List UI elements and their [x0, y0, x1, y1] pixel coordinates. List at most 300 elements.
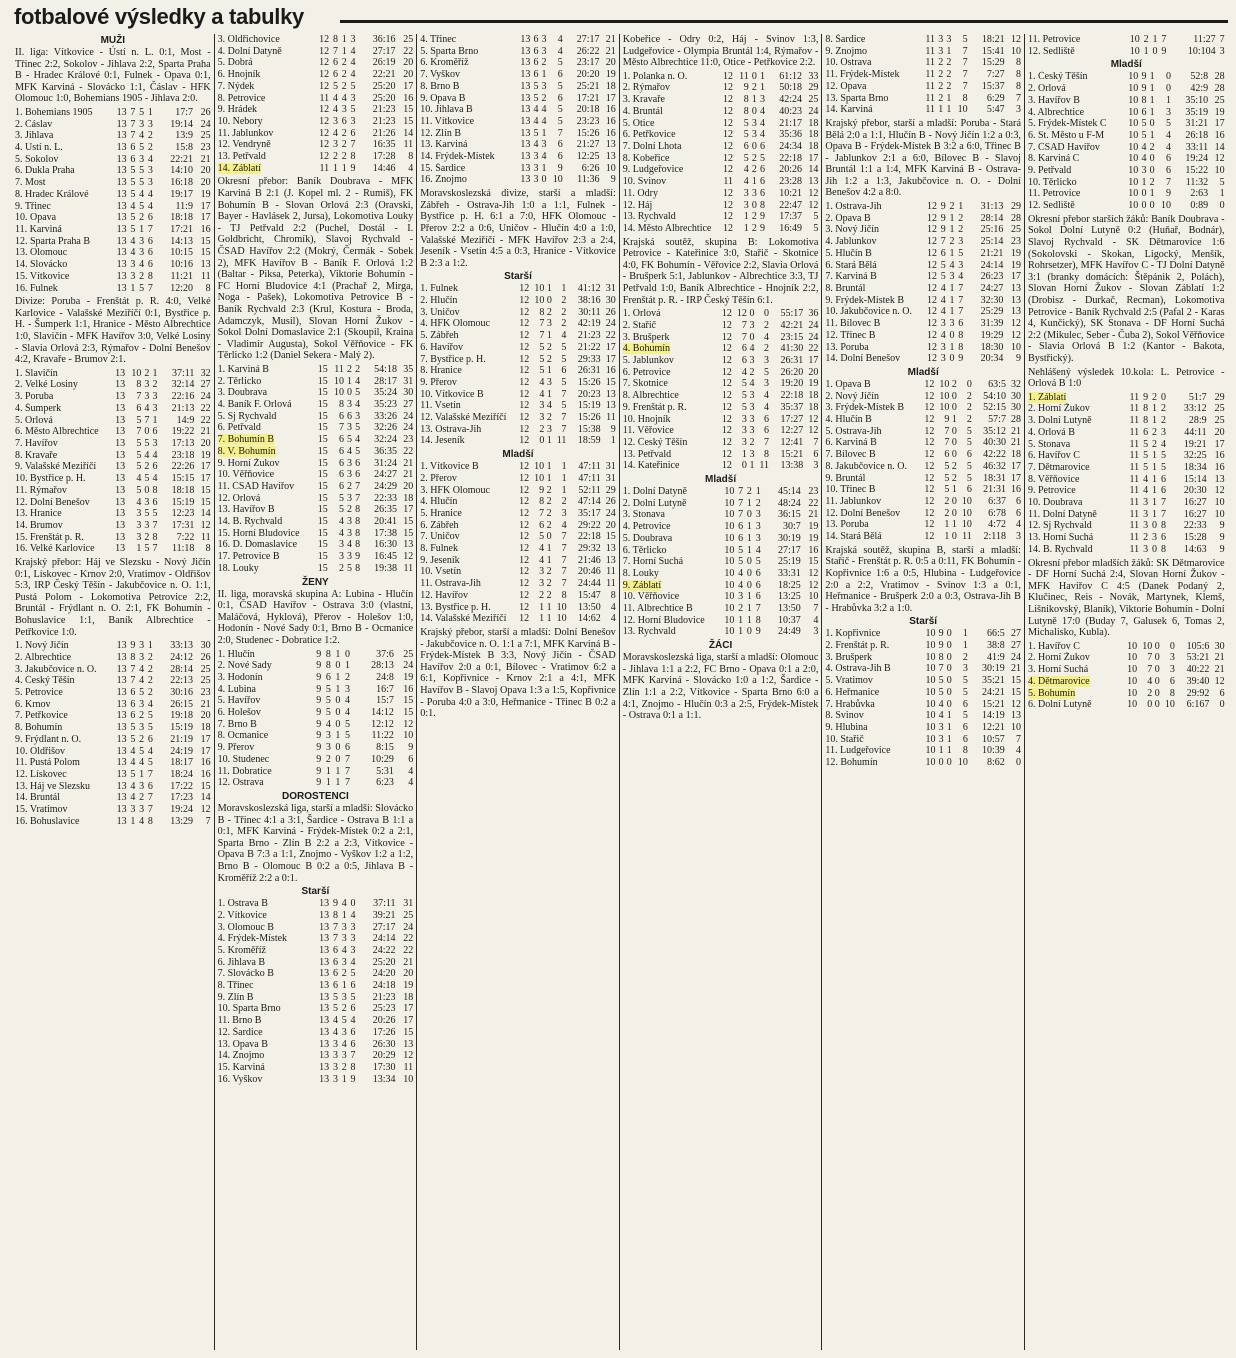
team-name-cell: 12. Sj Rychvald [1027, 520, 1092, 532]
stat-cell: 10 [333, 375, 344, 387]
stat-cell: 10 [925, 757, 936, 769]
stat-cell: 5 [966, 460, 972, 472]
stat-cell: 8 [539, 306, 545, 318]
team-name-cell: 16. Vyškov [217, 1073, 263, 1085]
stat-cell: 11 [739, 70, 749, 82]
team-name-cell: 4. Třinec [420, 34, 457, 45]
stat-cell: 12 [319, 115, 330, 127]
stat-cell: 22:18 [779, 152, 803, 164]
stat-cell: 7 [944, 425, 950, 437]
stat-cell: 36:35 [374, 445, 397, 457]
stat-cell: 5 [743, 117, 749, 129]
stat-cell: 7 [741, 319, 747, 331]
team-name-cell: 12. Dolní Benešov [15, 496, 90, 508]
stat-cell: 1 [130, 282, 136, 294]
league-table [623, 71, 819, 235]
table-row [420, 435, 616, 447]
table-row [218, 139, 414, 151]
table-row [218, 563, 414, 575]
stat-cell: 10 [403, 730, 414, 742]
stat-cell: 35:37 [780, 401, 804, 413]
stat-cell: 7 [561, 388, 567, 400]
stat-cell: 7 [147, 768, 153, 780]
section-heading: Mladší [1110, 59, 1142, 71]
table-row [218, 719, 414, 731]
stat-cell: 15 [317, 363, 328, 375]
stat-cell: 17 [200, 473, 211, 485]
team-name-cell: 2. Opava B [825, 212, 871, 224]
stat-cell: 9 [938, 640, 944, 652]
stat-cell: 6 [332, 944, 338, 956]
team-name-cell: 14. Jeseník [420, 435, 465, 447]
stat-cell: 7 [147, 282, 153, 294]
table-row [825, 745, 1021, 757]
team-name-cell: 9. Hrádek [217, 104, 258, 116]
team-name-cell: 8. Věřňovice [1027, 473, 1080, 485]
stat-cell: 11 [962, 531, 972, 543]
stat-cell: 22:18 [577, 531, 601, 543]
team-name-cell: 7. Karviná B [825, 271, 877, 283]
table-row [825, 652, 1021, 664]
table-row [420, 377, 616, 389]
stat-cell: 7 [136, 426, 142, 438]
stat-cell: 18:59 [577, 435, 601, 447]
table-row [825, 69, 1021, 81]
stat-cell: 13 [115, 473, 126, 485]
stat-cell: 2 [347, 363, 353, 375]
stat-cell: 7 [944, 437, 950, 449]
team-name-cell: 9. Bruntál [825, 472, 866, 484]
stat-cell: 24:8 [376, 671, 394, 683]
table-row [218, 151, 414, 163]
stat-cell: 15 [317, 562, 328, 574]
team-name-cell: 13. Rychvald [622, 626, 676, 638]
stat-cell: 10 [1010, 341, 1021, 353]
table-row [1028, 34, 1225, 46]
stat-cell: 24 [808, 331, 819, 343]
table-row [420, 555, 616, 567]
stat-cell: 1 [759, 70, 765, 82]
stat-cell: 12 [808, 187, 819, 199]
stat-cell: 24:27 [374, 469, 397, 481]
stat-cell: 7 [1161, 34, 1167, 45]
table-row [825, 461, 1021, 473]
table-row [420, 400, 616, 412]
stat-cell: 6:167 [1186, 699, 1210, 711]
stat-cell: 1 [1152, 497, 1158, 509]
stat-cell: 5 [561, 341, 567, 353]
stat-cell: 4 [325, 718, 331, 730]
table-row [623, 603, 819, 615]
stat-cell: 24 [605, 507, 616, 519]
table-row [218, 69, 414, 81]
stat-cell: 8 [152, 484, 158, 496]
team-name-cell: 12. Ostrava [217, 777, 264, 789]
stat-cell: 4 [332, 92, 338, 104]
stat-cell: 16 [605, 365, 616, 377]
stat-cell: 21 [1214, 664, 1225, 676]
stat-cell: 3 [147, 165, 153, 177]
table-row [15, 746, 211, 758]
table-row [15, 757, 211, 769]
stat-cell: 4 [408, 777, 414, 789]
stat-cell: 11 [606, 412, 616, 424]
league-table [15, 107, 211, 294]
stat-cell: 3 [751, 117, 757, 129]
team-name-cell: 13. Petřvald [217, 151, 266, 163]
stat-cell: 3 [546, 318, 552, 330]
team-name-cell: 5. Orlová [15, 414, 53, 426]
stat-cell: 1 [1152, 34, 1158, 45]
stat-cell: 12 [926, 353, 937, 365]
table-row [825, 260, 1021, 272]
stat-cell: 9 [940, 212, 946, 224]
stat-cell: 7 [539, 318, 545, 330]
team-name-cell: 4. Frýdek-Místek [217, 933, 288, 945]
stat-cell: 1 [962, 628, 968, 640]
stat-cell: 9 [958, 353, 964, 365]
stat-cell: 14 [200, 792, 211, 804]
stat-cell: 10 [724, 556, 735, 568]
table-row [218, 742, 414, 754]
stat-cell: 4 [940, 294, 946, 306]
stat-cell: 7 [561, 566, 567, 578]
stat-cell: 13 [1010, 294, 1021, 306]
column-6 [1025, 34, 1228, 1350]
league-table [218, 34, 414, 174]
stat-cell: 3 [1152, 532, 1158, 544]
team-name-cell: 9. Valašské Meziříčí [15, 461, 97, 473]
stat-cell: 1 [546, 461, 552, 473]
team-name-cell: 15. Frenštát p. R. [15, 531, 84, 543]
stat-cell: 4 [139, 259, 145, 271]
stat-cell: 1 [152, 367, 158, 379]
stat-cell: 1 [341, 980, 347, 992]
stat-cell: 44:11 [1184, 426, 1207, 438]
stat-cell: 12 [924, 472, 935, 484]
team-name-cell: 11. Dobratice [217, 765, 272, 777]
stat-cell: 0 [763, 308, 769, 320]
section-heading: Mladší [907, 366, 939, 378]
stat-cell: 6 [557, 92, 563, 104]
stat-cell: 31:24 [374, 457, 397, 469]
team-name-cell: 8. Kobeřice [622, 152, 670, 164]
stat-cell: 3 [338, 551, 344, 563]
stat-cell: 10:16 [170, 259, 193, 271]
stat-cell: 12 [519, 472, 530, 484]
stat-cell: 30 [200, 640, 211, 652]
stat-cell: 12 [924, 402, 935, 414]
table-row [623, 223, 819, 235]
team-name-cell: 12. Opava [825, 80, 867, 92]
stat-cell: 3 [738, 591, 744, 603]
stat-cell: 3 [341, 991, 347, 1003]
stat-cell: 3 [144, 496, 150, 508]
stat-cell: 25 [200, 675, 211, 687]
stat-cell: 37:11 [171, 367, 195, 379]
results-paragraph: Nehlášený výsledek 10.kola: L. Petrovice - Orlová B 1:0 [1027, 366, 1225, 390]
table-row [825, 330, 1021, 342]
table-row [1028, 641, 1225, 653]
stat-cell: 11 [606, 578, 616, 590]
stat-cell: 6 [966, 449, 972, 461]
stat-cell: 12 [723, 222, 734, 234]
stat-cell: 5 [130, 165, 136, 177]
stat-cell: 15 [317, 434, 328, 446]
team-name-cell: 11. Vítkovice [420, 115, 475, 127]
stat-cell: 11:18 [171, 543, 195, 555]
stat-cell: 29:33 [577, 353, 601, 365]
table-row [218, 922, 414, 934]
stat-cell: 2 [546, 589, 552, 601]
stat-cell: 20 [200, 710, 211, 722]
stat-cell: 2 [751, 152, 757, 164]
stat-cell: 3 [749, 319, 755, 331]
stat-cell: 11 [606, 566, 616, 578]
stat-cell: 5 [341, 1015, 347, 1027]
stat-cell: 19 [605, 69, 616, 81]
stat-cell: 18 [200, 722, 211, 734]
stat-cell: 2 [949, 201, 955, 213]
stat-cell: 1 [1149, 129, 1155, 141]
team-name-cell: 3. Jakubčovice n. O. [15, 663, 97, 675]
stat-cell: 12 [519, 423, 530, 435]
stat-cell: 4 [341, 944, 347, 956]
stat-cell: 15 [317, 375, 328, 387]
stat-cell: 12 [319, 80, 330, 92]
stat-cell: 2 [147, 130, 153, 142]
table-row [420, 174, 616, 186]
team-name-cell: 3. Frýdek-Místek B [825, 402, 904, 414]
league-table [420, 34, 616, 186]
stat-cell: 27 [200, 379, 211, 391]
table-row [623, 498, 819, 510]
table-row [1028, 509, 1225, 521]
table-row [623, 591, 819, 603]
stat-cell: 5 [130, 188, 136, 200]
stat-cell: 24 [403, 410, 414, 422]
team-name-cell: 12. Český Těšín [622, 436, 688, 448]
stat-cell: 5 [755, 556, 761, 568]
team-name-cell: 6. Holešov [217, 707, 261, 719]
stat-cell: 13 [1010, 306, 1021, 318]
team-name-cell: 4. Albrechtice [1027, 106, 1085, 118]
stat-cell: 10 [403, 1073, 414, 1085]
team-name-cell: 9. Třinec [15, 200, 51, 212]
stat-cell: 11 [334, 363, 344, 375]
table-row [218, 493, 414, 505]
team-name-cell: 10. Věřňovice [622, 591, 680, 603]
stat-cell: 16 [1214, 461, 1225, 473]
stat-cell: 13 [116, 710, 127, 722]
stat-cell: 7 [958, 283, 964, 294]
stat-cell: 25:20 [372, 92, 396, 104]
team-name-cell: 6. Zábřeh [420, 519, 459, 531]
team-name-cell: 10. Svinov [622, 176, 667, 188]
stat-cell: 5 [136, 414, 142, 426]
stat-cell: 3 [347, 551, 353, 563]
stat-cell: 6 [332, 57, 338, 69]
table-row [623, 626, 819, 638]
stat-cell: 3 [751, 187, 757, 199]
stat-cell: 13 [200, 259, 211, 271]
stat-cell: 0 [335, 753, 341, 765]
stat-cell: 17 [1214, 438, 1225, 450]
stat-cell: 31:13 [980, 201, 1004, 213]
table-row [1028, 153, 1225, 165]
stat-cell: 1 [946, 745, 952, 757]
stat-cell: 36:16 [372, 34, 396, 45]
stat-cell: 16 [403, 92, 414, 104]
results-paragraph: II. liga: Vítkovice - Ústí n. L. 0:1, Most - Třinec 2:2, Sokolov - Jihlava 2:2, Sparta Praha B - Hradec Králové 0:1, Fulnek - Opava 0:1, MFK Karviná - Slovácko 1:1, Čáslav - HFK Olomouc 1:0, Bohemians 1905 - Jihlava 2:0. [15, 47, 211, 105]
stat-cell: 15 [1010, 675, 1021, 687]
stat-cell: 2 [561, 496, 567, 508]
team-name-cell: 11. Pustá Polom [15, 757, 80, 769]
stat-cell: 13 [116, 640, 127, 652]
stat-cell: 11 [1129, 426, 1140, 438]
stat-cell: 8 [1015, 57, 1021, 69]
stat-cell: 9 [1219, 543, 1225, 555]
stat-cell: 12 [721, 308, 732, 320]
stat-cell: 0 [1149, 153, 1155, 165]
stat-cell: 12 [723, 152, 734, 164]
table-row [218, 684, 414, 696]
stat-cell: 2 [139, 270, 145, 282]
stat-cell: 5 [144, 543, 150, 555]
stat-cell: 4 [759, 117, 765, 129]
stat-cell: 7 [147, 804, 153, 816]
stat-cell: 23:28 [779, 176, 803, 188]
stat-cell: 10 [1127, 699, 1138, 711]
stat-cell: 1 [946, 92, 952, 104]
stat-cell: 22:47 [779, 199, 803, 211]
stat-cell: 13 [319, 968, 330, 980]
team-name-cell: 5. Bohumín [1027, 687, 1076, 699]
stat-cell: 21 [200, 426, 211, 438]
stat-cell: 3 [749, 401, 755, 413]
stat-cell: 11 [925, 34, 936, 45]
stat-cell: 17:26 [372, 1026, 396, 1038]
stat-cell: 13:9 [175, 130, 193, 142]
stat-cell: 12 [519, 435, 530, 447]
stat-cell: 5 [966, 425, 972, 437]
stat-cell: 15:26 [576, 127, 600, 139]
stat-cell: 0 [746, 509, 752, 521]
table-row [623, 94, 819, 106]
stat-cell: 4 [332, 1015, 338, 1027]
stat-cell: 3 [539, 578, 545, 590]
team-name-cell: 6. Stará Bělá [825, 259, 877, 271]
stat-cell: 1 [951, 519, 957, 531]
table-row [218, 551, 414, 563]
stat-cell: 12 [926, 329, 937, 341]
stat-cell: 6 [325, 671, 331, 683]
table-row [623, 141, 819, 153]
team-name-cell: 10. Opava [15, 212, 57, 224]
table-row [218, 992, 414, 1004]
team-name-cell: 9. Záblatí [622, 579, 662, 591]
stat-cell: 20 [403, 968, 414, 980]
stat-cell: 0 [1219, 200, 1225, 212]
stat-cell: 5 [741, 401, 747, 413]
table-row [15, 450, 211, 462]
stat-cell: 31 [605, 472, 616, 484]
team-name-cell: 10. Hnojník [622, 413, 671, 425]
stat-cell: 0 [951, 449, 957, 461]
team-name-cell: 1. Karviná B [217, 363, 269, 375]
stat-cell: 5 [147, 710, 153, 722]
table-row [15, 154, 211, 166]
team-name-cell: 7. Nýdek [217, 80, 255, 92]
league-table [825, 628, 1021, 768]
stat-cell: 10 [724, 567, 735, 579]
stat-cell: 4 [139, 130, 145, 142]
team-name-cell: 14. Valašské Meziříčí [420, 613, 507, 625]
stat-cell: 4 [332, 1026, 338, 1038]
table-row [1028, 532, 1225, 544]
team-name-cell: 9. Jeseník [420, 554, 460, 566]
stat-cell: 1 [946, 104, 952, 116]
stat-cell: 12 [721, 355, 732, 366]
stat-cell: 29:92 [1186, 687, 1210, 699]
stat-cell: 10 [1214, 497, 1225, 509]
team-name-cell: 1. Český Těšín [1027, 71, 1088, 83]
stat-cell: 4 [759, 105, 765, 117]
stat-cell: 4 [139, 663, 145, 675]
stat-cell: 7 [938, 663, 944, 675]
league-table [623, 308, 819, 472]
stat-cell: 12 [926, 341, 937, 353]
table-row [825, 734, 1021, 746]
stat-cell: 8 [355, 504, 361, 516]
stat-cell: 17 [1010, 271, 1021, 283]
team-name-cell: 7. Uničov [420, 531, 460, 543]
stat-cell: 12 [721, 425, 732, 437]
stat-cell: 7 [1160, 497, 1166, 509]
team-name-cell: 13. Háj ve Slezsku [15, 780, 90, 792]
stat-cell: 24 [200, 391, 211, 403]
stat-cell: 2 [938, 92, 944, 104]
team-name-cell: 11. Ludgeřovice [825, 745, 891, 757]
stat-cell: 9 [610, 423, 616, 435]
stat-cell: 3 [139, 722, 145, 734]
stat-cell: 15 [200, 780, 211, 792]
table-row [825, 201, 1021, 213]
stat-cell: 6 [539, 519, 545, 531]
stat-cell: 23:18 [171, 449, 195, 461]
stat-cell: 4 [345, 707, 351, 719]
stat-cell: 4 [1165, 129, 1171, 141]
stat-cell: 15 [403, 695, 414, 707]
stat-cell: 18 [808, 390, 819, 402]
table-row [420, 485, 616, 497]
stat-cell: 0 [951, 425, 957, 437]
stat-cell: 13 [520, 174, 531, 186]
stat-cell: 1 [949, 224, 955, 236]
stat-cell: 19:20 [780, 378, 804, 390]
stat-cell: 7 [940, 236, 946, 248]
stat-cell: 2 [539, 423, 545, 435]
stat-cell: 1 [949, 306, 955, 318]
stat-cell: 6 [962, 721, 968, 733]
stat-cell: 12 [721, 378, 732, 390]
stat-cell: 5 [539, 531, 545, 543]
stat-cell: 13 [520, 69, 531, 81]
stat-cell: 10 [1010, 721, 1021, 733]
stat-cell: 8 [205, 282, 211, 294]
stat-cell: 0 [1165, 71, 1171, 83]
stat-cell: 1 [951, 484, 957, 496]
